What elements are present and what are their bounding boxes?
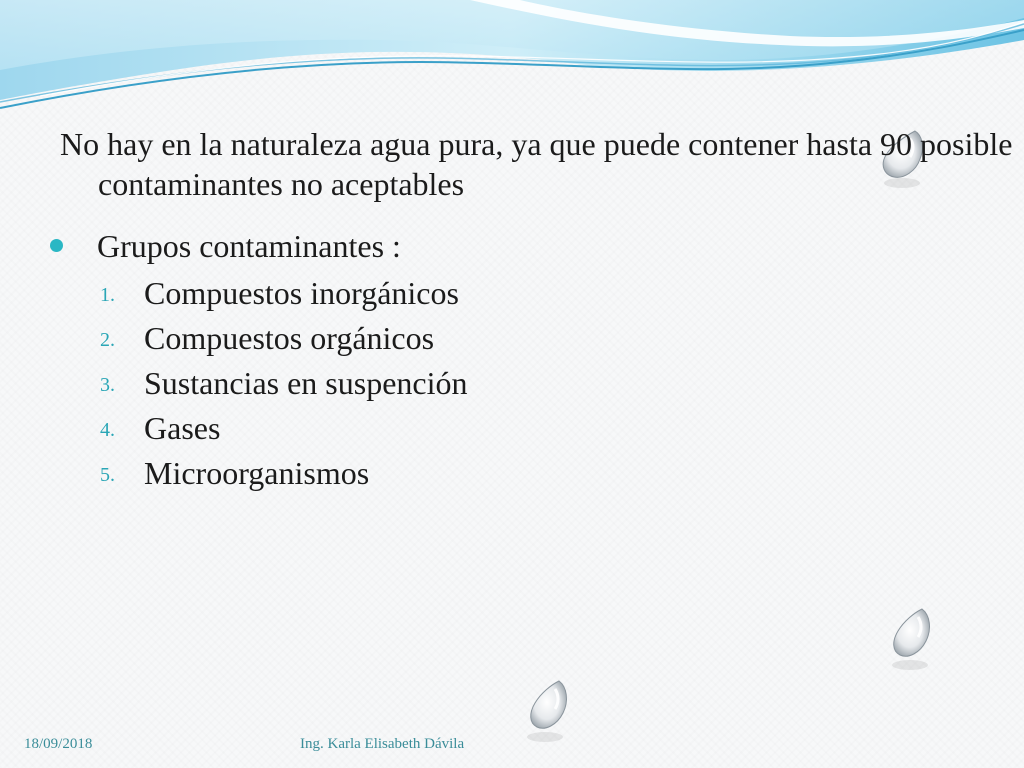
list-number: 1. — [100, 284, 115, 306]
list-item — [96, 273, 796, 318]
list-item — [96, 363, 796, 408]
list-item-text: Microorganismos — [144, 455, 370, 491]
slide-footer — [0, 730, 1024, 760]
list-item — [96, 318, 796, 363]
list-item-text: Compuestos inorgánicos — [144, 275, 459, 311]
list-number: 4. — [100, 419, 115, 441]
bullet-dot-icon — [50, 239, 63, 252]
list-number: 3. — [100, 374, 115, 396]
list-number: 2. — [100, 329, 115, 351]
list-item — [96, 453, 796, 498]
list-number: 5. — [100, 464, 115, 486]
contaminant-groups-list — [96, 273, 796, 498]
list-item-text: Gases — [144, 410, 221, 446]
bullet-label: Grupos contaminantes : — [97, 228, 401, 264]
footer-date: 18/09/2018 — [24, 736, 93, 752]
bullet-item — [50, 224, 750, 268]
list-item-text: Compuestos orgánicos — [144, 320, 435, 356]
footer-author: Ing. Karla Elisabeth Dávila — [300, 736, 465, 752]
list-item — [96, 408, 796, 453]
intro-paragraph: No hay en la naturaleza agua pura, ya que puede contener hasta 90 posible contaminantes no aceptables — [60, 126, 1013, 202]
list-item-text: Sustancias en suspención — [144, 365, 468, 401]
